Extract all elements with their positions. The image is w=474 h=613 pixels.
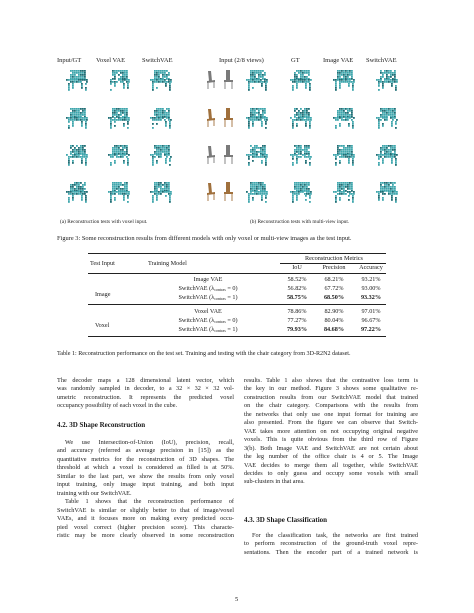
left-column [57, 377, 234, 411]
voxel-chair-render [100, 106, 138, 130]
cell-accuracy: 97.01% [361, 308, 381, 315]
input-view-image [203, 143, 241, 167]
voxel-chair-render [58, 143, 96, 167]
col-header-image-vae: Image VAE [323, 57, 354, 64]
cell-precision: 84.68% [323, 326, 345, 333]
voxel-chair-render [368, 106, 406, 130]
section-heading-4-3: 4.3. 3D Shape Classification [244, 516, 328, 524]
paragraph: results. Table 1 also shows that the contrastive loss term is the key in our method. Figure 3 shows some qualitative re- construction results from our SwitchVAE model that trained on the chair category. Comparisons with the results from the networks that only use one input format for training are also presented. From the figure we can observe that Switch- VAE takes more attention on not occupying original negative voxels. This is quite obvious from the third row of Figure 3(b). Both Image VAE and SwitchVAE are not certain about the leg number of the office chair is 4 or 5. The Image VAE decides to merge them all together, while SwitchVAE decides to only guess and occupy some voxels with small sub-clusters in that area. [244, 377, 418, 486]
cell-accuracy: 96.67% [361, 317, 381, 324]
cell-precision: 68.50% [323, 294, 345, 301]
input-view-image [203, 106, 241, 130]
voxel-chair-render [282, 106, 320, 130]
table-mid-rule [88, 304, 386, 305]
col-header-voxel-vae: Voxel VAE [96, 57, 126, 64]
cell-precision: 82.90% [324, 308, 344, 315]
col-header-switchvae: SwitchVAE [142, 57, 173, 64]
paragraph: For the classification task, the networks are first trained to perform reconstruction of the ground-truth voxel repre- sentations. Then the encoder part of a trained network is [244, 532, 418, 556]
voxel-chair-render [142, 106, 180, 130]
col-header-input-views: Input (2/8 views) [219, 57, 264, 64]
input-view-image [203, 68, 241, 92]
cell-iou: 58.75% [286, 294, 308, 301]
subcaption-a: (a) Reconstruction tests with voxel input. [60, 219, 148, 225]
col-header-gt: GT [291, 57, 300, 64]
th-precision: Precision [322, 264, 346, 271]
table-header-rule [88, 273, 386, 274]
page-number: 5 [235, 596, 239, 603]
paragraph: We use Intersection-of-Union (IoU), precision, recall, and accuracy (referred as average precision in [15]) as the quantitative metrics for the reconstruction of 3D shapes. The threshold at which a voxel is considered as filled is at 50%. Similar to the last part, we show the results from only voxel input training, only image input training, and both input training with our SwitchVAE. [57, 439, 234, 497]
cell-precision: 68.21% [324, 276, 344, 283]
th-iou: IoU [292, 264, 302, 271]
voxel-chair-render [58, 106, 96, 130]
voxel-chair-render [282, 68, 320, 92]
right-column [244, 377, 418, 487]
table-row: SwitchVAE $(\lambda_{contras} = 0)$ [178, 317, 238, 324]
th-accuracy: Accuracy [359, 264, 383, 271]
paragraph: Table 1 shows that the reconstruction performance of SwitchVAE is similar or slightly better to that of image/voxel VAEs, and it focuses more on making every predicted occu- pied voxel correct (higher precision score). This characte- ristic may be more clearly observed in some reconstruction [57, 498, 234, 539]
table-row: SwitchVAE $(\lambda_{contras} = 1)$ [178, 294, 238, 301]
table-bottom-rule [88, 336, 386, 337]
figure-caption: Figure 3: Some reconstruction results from different models with only voxel or multi-view images as the test input. [57, 235, 352, 242]
group-label-voxel: Voxel [95, 322, 110, 329]
cell-accuracy: 97.22% [360, 326, 382, 333]
table-top-rule [88, 253, 386, 254]
col-header-switchvae-b: SwitchVAE [366, 57, 397, 64]
voxel-chair-render [142, 180, 180, 204]
voxel-chair-render [368, 180, 406, 204]
right-column-cont [244, 532, 418, 557]
voxel-chair-render [100, 143, 138, 167]
table-row: SwitchVAE $(\lambda_{contras} = 0)$ [178, 285, 238, 292]
voxel-chair-render [58, 180, 96, 204]
cell-accuracy: 93.00% [361, 285, 381, 292]
voxel-chair-render [238, 180, 276, 204]
voxel-chair-render [142, 68, 180, 92]
voxel-chair-render [238, 106, 276, 130]
voxel-chair-render [325, 68, 363, 92]
voxel-chair-render [238, 143, 276, 167]
paragraph: The decoder maps a 128 dimensional latent vector, which was randomly sampled in decoder, to a 32 × 32 × 32 vol- umetric reconstruction. It represents the predicted voxel occupancy possibility of each voxel in the cube. [57, 377, 234, 410]
th-test-input: Test Input [90, 260, 115, 267]
voxel-chair-render [238, 68, 276, 92]
input-view-image [203, 180, 241, 204]
th-training-model: Training Model [148, 260, 187, 267]
cell-iou: 56.82% [287, 285, 307, 292]
voxel-chair-render [100, 68, 138, 92]
subcaption-b: (b) Reconstruction tests with multi-view input. [250, 219, 350, 225]
col-header-input-gt: Input/GT [57, 57, 82, 64]
voxel-chair-render [282, 143, 320, 167]
cell-precision: 67.72% [324, 285, 344, 292]
voxel-chair-render [282, 180, 320, 204]
th-metrics-group: Reconstruction Metrics [305, 255, 363, 262]
voxel-chair-render [325, 143, 363, 167]
table-row: Image VAE [193, 276, 223, 283]
table-row: Voxel VAE [194, 308, 222, 315]
voxel-chair-render [368, 143, 406, 167]
cell-iou: 77.27% [287, 317, 307, 324]
cell-iou: 58.52% [287, 276, 307, 283]
cell-precision: 80.04% [324, 317, 344, 324]
voxel-chair-render [58, 68, 96, 92]
group-label-image: Image [95, 291, 111, 298]
cell-accuracy: 93.32% [360, 294, 382, 301]
table-row: SwitchVAE $(\lambda_{contras} = 1)$ [178, 326, 238, 333]
left-column-cont [57, 439, 234, 540]
voxel-chair-render [142, 143, 180, 167]
table-caption: Table 1: Reconstruction performance on the test set. Training and testing with the chair category from 3D-R2N2 dataset. [57, 351, 351, 357]
cell-accuracy: 93.21% [361, 276, 381, 283]
voxel-chair-render [325, 106, 363, 130]
voxel-chair-render [325, 180, 363, 204]
voxel-chair-render [100, 180, 138, 204]
cell-iou: 78.86% [287, 308, 307, 315]
voxel-chair-render [368, 68, 406, 92]
cell-iou: 79.93% [286, 326, 308, 333]
section-heading-4-2: 4.2. 3D Shape Reconstruction [57, 421, 146, 429]
